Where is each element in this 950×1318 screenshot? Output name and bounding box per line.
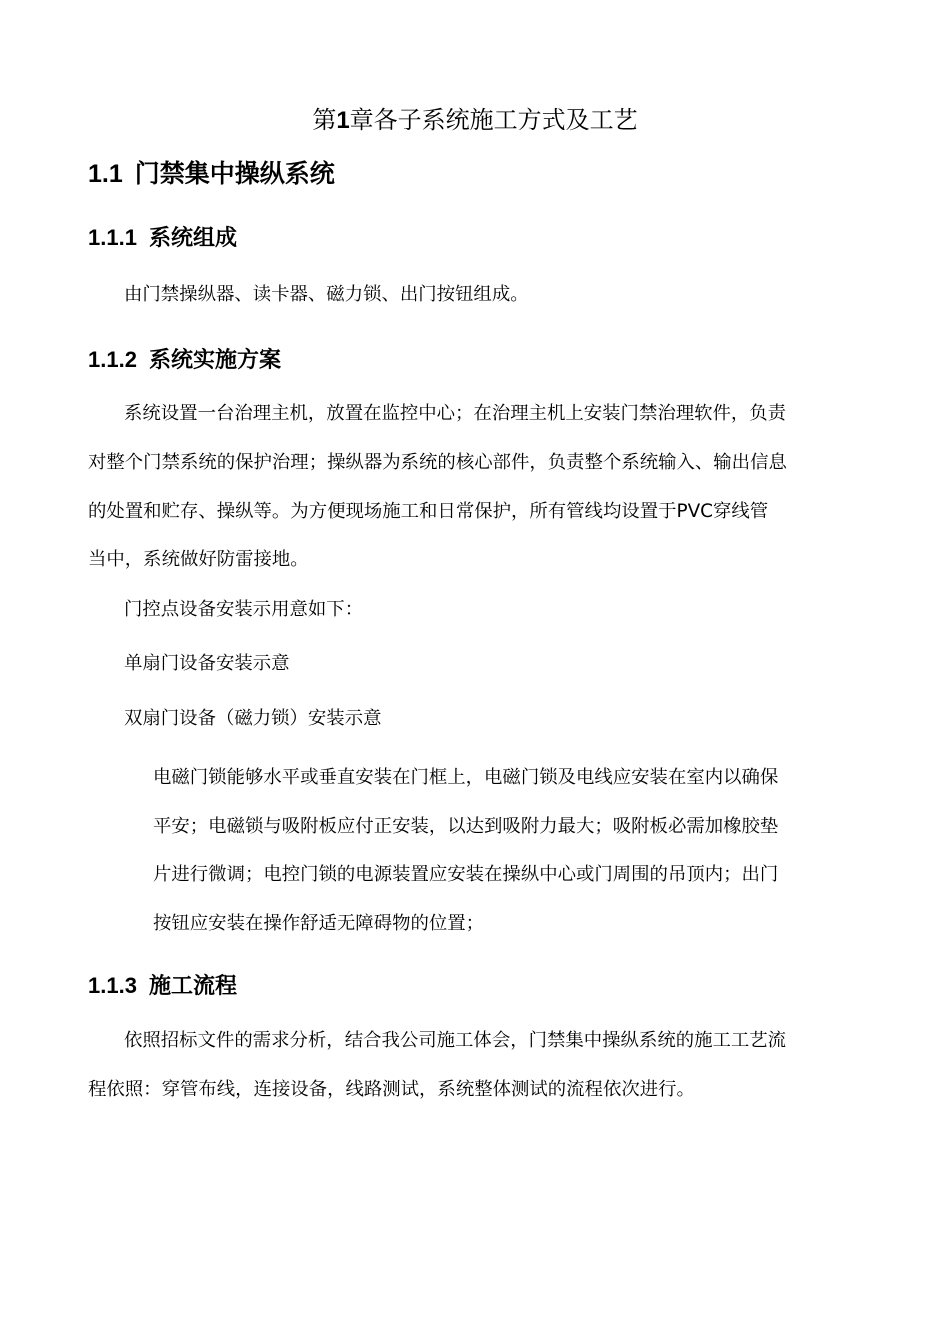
subsection-heading-2 [88,342,281,379]
chapter-number: 1 [336,107,350,134]
double-door-caption: 双扇门设备（磁力锁）安装示意 [124,708,382,729]
section-heading [88,154,335,194]
subsection-title: 系统组成 [148,226,237,251]
chapter-suffix: 章各子系统施工方式及工艺 [349,106,638,134]
process-line-2: 程依照：穿管布线，连接设备，线路测试，系统整体测试的流程依次进行。 [88,1079,695,1100]
chapter-prefix: 第 [312,106,337,134]
single-door-caption: 单扇门设备安装示意 [124,653,290,674]
process-line-1: 依照招标文件的需求分析，结合我公司施工体会，门禁集中操纵系统的施工工艺流 [124,1030,787,1051]
note-line-4: 按钮应安装在操作舒适无障碍物的位置； [153,913,485,934]
subsection-heading-1 [88,220,237,257]
section-title: 门禁集中操纵系统 [134,159,335,188]
subsection-number: 1.1.3 [88,973,137,998]
plan-line-1: 系统设置一台治理主机，放置在监控中心；在治理主机上安装门禁治理软件，负责 [124,403,787,424]
note-line-3: 片进行微调；电控门锁的电源装置应安装在操纵中心或门周围的吊顶内；出门 [153,864,779,885]
note-line-1: 电磁门锁能够水平或垂直安装在门框上，电磁门锁及电线应安装在室内以确保 [153,767,779,788]
plan-line-4: 当中，系统做好防雷接地。 [88,549,309,570]
subsection-heading-3 [88,968,237,1005]
subsection-number: 1.1.2 [88,347,137,372]
subsection-title: 施工流程 [148,974,237,999]
subsection-title: 系统实施方案 [148,348,281,373]
chapter-title [0,102,950,139]
subsection-number: 1.1.1 [88,225,137,250]
section-number: 1.1 [88,160,123,188]
plan-line-2: 对整个门禁系统的保护治理；操纵器为系统的核心部件，负责整个系统输入、输出信息 [88,452,787,473]
door-point-paragraph: 门控点设备安装示用意如下： [124,599,364,620]
note-line-2: 平安；电磁锁与吸附板应付正安装，以达到吸附力最大；吸附板必需加橡胶垫 [153,816,779,837]
composition-paragraph: 由门禁操纵器、读卡器、磁力锁、出门按钮组成。 [124,284,529,305]
plan-line-3: 的处置和贮存、操纵等。为方便现场施工和日常保护，所有管线均设置于PVC穿线管 [88,501,769,522]
